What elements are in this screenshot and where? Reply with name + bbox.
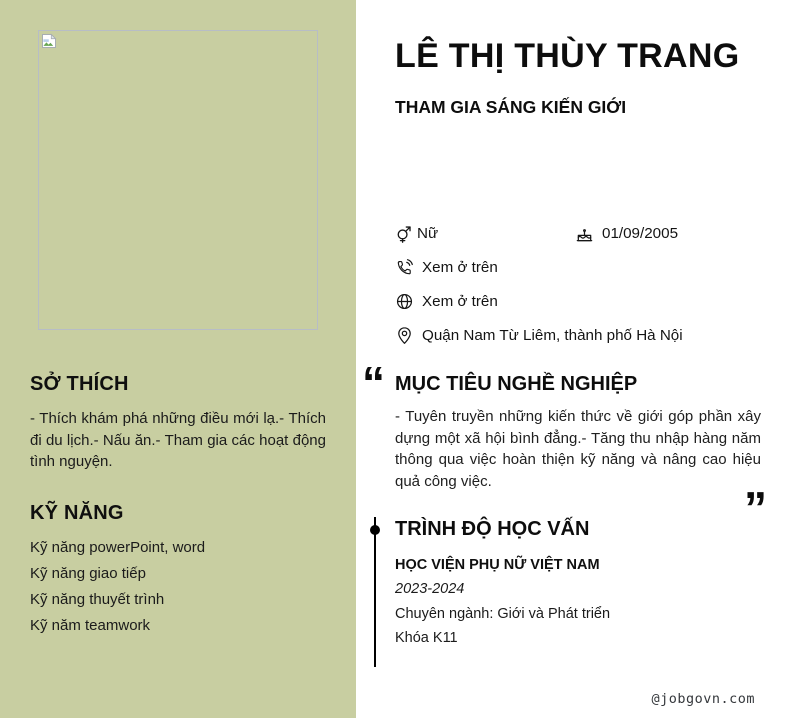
sidebar xyxy=(0,0,356,718)
gender-field xyxy=(395,224,575,243)
phone-value: Xem ở trên xyxy=(422,258,498,276)
education-period: 2023-2024 xyxy=(395,580,465,597)
skill-item: Kỹ năng giao tiếp xyxy=(30,565,146,583)
gender-value: Nữ xyxy=(417,224,439,242)
skills-title: KỸ NĂNG xyxy=(30,502,124,525)
info-row-address xyxy=(395,318,761,352)
skills-list xyxy=(30,535,326,639)
info-row-website xyxy=(395,284,761,318)
open-quote-icon: “ xyxy=(362,357,385,409)
timeline-line xyxy=(374,517,376,667)
birthday-field xyxy=(575,224,678,243)
education-major: Chuyên ngành: Giới và Phát triển xyxy=(395,605,611,622)
personal-info xyxy=(395,216,761,352)
education-title: TRÌNH ĐỘ HỌC VẤN xyxy=(395,517,590,540)
info-row-phone xyxy=(395,250,761,284)
hobbies-text: - Thích khám phá những điều mới lạ.- Thích đi du lịch.- Nấu ăn.- Tham gia các hoạt động tình nguyện. xyxy=(30,410,326,471)
birthday-value: 01/09/2005 xyxy=(602,224,679,242)
candidate-name: LÊ THỊ THÙY TRANG xyxy=(395,37,740,75)
birthday-cake-icon xyxy=(575,224,594,243)
phone-icon xyxy=(395,258,414,277)
skill-item: Kỹ năng powerPoint, word xyxy=(30,539,206,557)
education-section xyxy=(395,517,761,646)
education-cohort: Khóa K11 xyxy=(395,629,458,646)
website-value: Xem ở trên xyxy=(422,292,498,310)
objective-text: - Tuyên truyền những kiến thức về giới góp phần xây dựng một xã hội bình đẳng.- Tăng thu nhập hàng năm thông qua việc hoàn thiện kỹ năng và nâng cao hiệu quả công việc. xyxy=(395,408,761,491)
profile-photo-placeholder xyxy=(38,30,318,330)
hobbies-title: SỞ THÍCH xyxy=(30,373,129,395)
objective-title: MỤC TIÊU NGHỀ NGHIỆP xyxy=(395,373,638,395)
gender-icon xyxy=(395,224,414,243)
globe-icon xyxy=(395,292,414,311)
address-value: Quận Nam Từ Liêm, thành phố Hà Nội xyxy=(422,326,683,344)
main-content xyxy=(356,0,790,718)
skill-item: Kỹ năng thuyết trình xyxy=(30,591,165,609)
skill-item: Kỹ năm teamwork xyxy=(30,617,151,635)
timeline-dot xyxy=(370,525,380,535)
candidate-position: THAM GIA SÁNG KIẾN GIỚI xyxy=(395,97,627,117)
close-quote-icon: ” xyxy=(744,481,767,534)
watermark: @jobgovn.com xyxy=(651,691,755,707)
education-school: HỌC VIỆN PHỤ NỮ VIỆT NAM xyxy=(395,556,600,573)
info-row-gender-birthday xyxy=(395,216,761,250)
location-pin-icon xyxy=(395,326,414,345)
broken-image-icon xyxy=(41,33,57,49)
